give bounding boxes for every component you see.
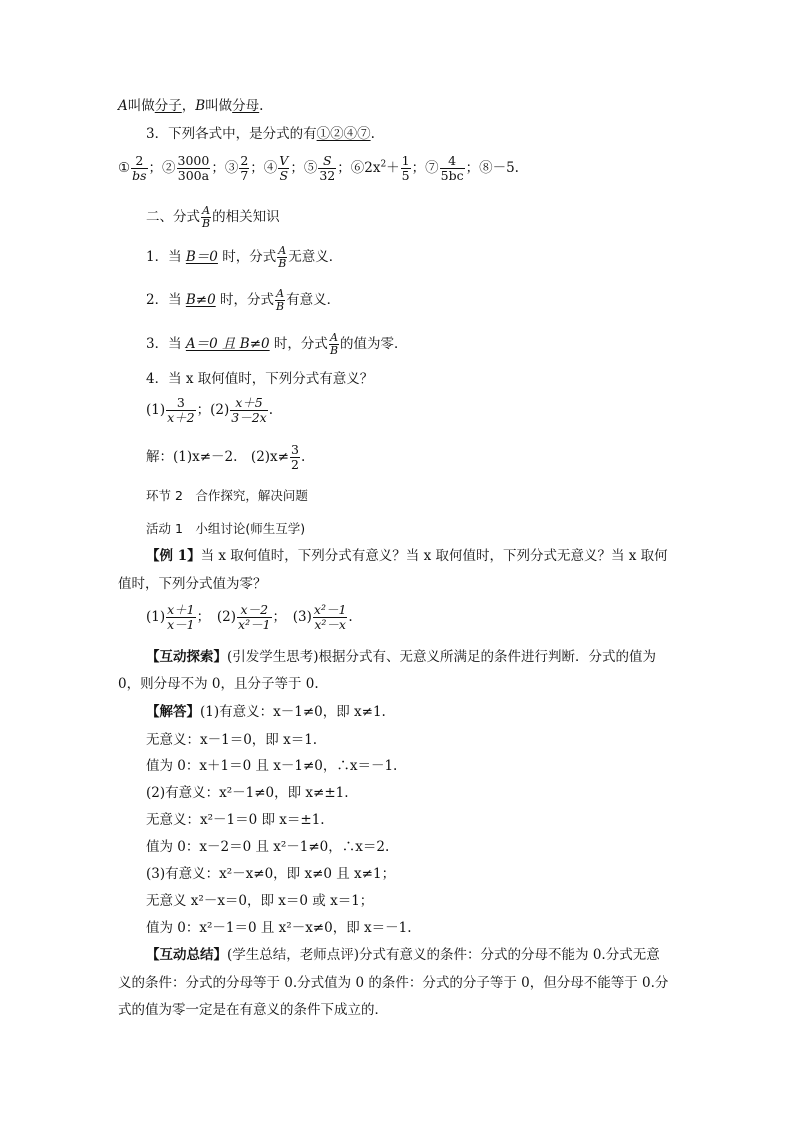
numerator: A — [202, 204, 211, 217]
definition-line — [118, 97, 263, 115]
fraction-a-over-b — [277, 245, 287, 270]
text: 时，分式 — [217, 249, 277, 265]
numerator: 2 — [131, 154, 147, 169]
answer: B＝0 — [185, 249, 218, 265]
heading-text: 环节 2 合作探究，解决问题 — [146, 488, 308, 503]
numerator: x－2 — [237, 603, 272, 618]
text: (3)有意义：x²－x≠0，即 x≠0 且 x≠1； — [146, 866, 396, 882]
text: 无意义：x－1＝0，即 x＝1. — [146, 732, 318, 748]
marker: ；⑥2x — [337, 160, 381, 176]
fraction-a-over-b — [329, 332, 339, 357]
denominator: B — [278, 257, 287, 270]
fraction-three-halves — [290, 443, 300, 472]
text: . — [370, 126, 375, 142]
marker: ；⑦ — [411, 160, 439, 176]
text: 无意义：x²－1＝0 即 x＝±1. — [146, 812, 325, 828]
text: (1) — [146, 609, 166, 625]
text: 1．当 — [146, 249, 186, 265]
text: ； (3) — [272, 609, 312, 625]
condition-2 — [146, 283, 340, 317]
exponent: 2 — [380, 159, 387, 170]
denominator: 3－2x — [231, 410, 267, 425]
numerator: V — [279, 153, 289, 168]
example-label: 【例 1】 — [146, 548, 201, 564]
text: 3．当 — [146, 336, 186, 352]
question-4 — [146, 370, 373, 388]
text: ； (2) — [196, 609, 237, 625]
question-4-expressions — [146, 393, 273, 427]
condition-1 — [146, 240, 342, 274]
denominator: bs — [132, 168, 147, 183]
denominator: 7 — [240, 168, 249, 183]
expression-list — [118, 151, 519, 185]
operator: ＋ — [386, 160, 400, 176]
text: 时，分式 — [215, 292, 275, 308]
fraction-1 — [131, 154, 147, 183]
fraction-7 — [440, 154, 465, 183]
numerator: x＋5 — [230, 396, 267, 411]
answer-line-5 — [146, 811, 325, 829]
letter-a: A — [118, 98, 128, 114]
fraction-6 — [401, 154, 411, 183]
text: (1)有意义：x－1≠0，即 x≠1. — [200, 704, 386, 720]
text: 当 x 取何值时，下列分式有意义？当 x 取何值时，下列分式无意义？当 x 取何 — [200, 548, 668, 564]
explore-line-1 — [146, 648, 656, 666]
denominator: S — [279, 168, 289, 183]
numerator: x²－1 — [313, 602, 347, 617]
marker: ；⑤ — [290, 160, 318, 176]
fraction-3 — [239, 154, 249, 183]
text: 有意义． — [286, 292, 341, 308]
stage-heading — [146, 487, 308, 505]
text: 2．当 — [146, 292, 186, 308]
numerator: x＋1 — [167, 602, 195, 617]
text: 叫做 — [127, 98, 155, 114]
numerator: S — [318, 154, 336, 169]
text: 的相关知识 — [212, 209, 280, 225]
answer-line-2 — [146, 731, 317, 749]
solution-4 — [146, 440, 305, 474]
text: 义的条件：分式的分母等于 0.分式值为 0 的条件：分式的分子等于 0，但分母不能等于 0.分 — [118, 975, 669, 991]
answer-line-6 — [146, 838, 389, 856]
marker: ① — [118, 160, 131, 176]
text: . — [259, 98, 264, 114]
condition-3 — [146, 327, 408, 361]
answer-line-3 — [146, 757, 397, 775]
summary-line-1 — [146, 946, 660, 964]
answer-fractions: ①②④⑦ — [316, 126, 371, 142]
answer-line-1 — [146, 703, 386, 721]
letter-b: B — [195, 98, 206, 114]
marker: ；③ — [211, 160, 239, 176]
denominator: x²－x — [314, 617, 346, 632]
text: 的值为零． — [340, 336, 408, 352]
answer-denominator: 分母 — [232, 98, 260, 114]
question-text: 3．下列各式中，是分式的有 — [146, 126, 317, 142]
answer-label: 【解答】 — [146, 704, 200, 720]
answer-line-8 — [146, 892, 373, 910]
example-1-line-1 — [146, 547, 668, 565]
numerator: 3 — [290, 442, 299, 457]
denominator: 32 — [319, 168, 336, 183]
fraction-4 — [278, 154, 289, 183]
text: 值时，下列分式值为零？ — [118, 576, 267, 592]
text: 无意义． — [288, 249, 343, 265]
summary-label: 【互动总结】 — [146, 947, 227, 963]
numerator: A — [276, 287, 285, 300]
text: (学生总结，老师点评)分式有意义的条件：分式的分母不能为 0.分式无意 — [227, 947, 660, 963]
text: . — [300, 449, 306, 465]
denominator: 300a — [177, 168, 210, 183]
question-text: 4．当 x 取何值时，下列分式有意义？ — [146, 371, 374, 387]
text: (引发学生思考)根据分式有、无意义所满足的条件进行判断．分式的值为 — [227, 649, 657, 665]
question-3 — [146, 125, 375, 143]
answer: B≠0 — [185, 292, 216, 308]
denominator: B — [276, 300, 285, 313]
answer-line-7 — [146, 865, 395, 883]
denominator: 5 — [401, 168, 410, 183]
fraction-2 — [177, 154, 211, 183]
section-heading — [146, 200, 280, 234]
numerator: A — [330, 331, 338, 344]
text: . — [268, 402, 274, 418]
fraction-a-over-b — [201, 205, 211, 230]
denominator: B — [329, 344, 339, 357]
summary-line-3 — [118, 1001, 388, 1019]
text: (2)有意义：x²－1≠0，即 x≠±1. — [146, 785, 349, 801]
numerator: 1 — [401, 153, 410, 168]
answer-numerator: 分子 — [154, 98, 182, 114]
text: ， — [181, 98, 196, 114]
fraction-5 — [318, 154, 336, 183]
fraction-ex-3 — [313, 603, 348, 632]
text: 二、分式 — [146, 209, 200, 225]
text: (1) — [146, 402, 166, 418]
text: 叫做 — [205, 98, 233, 114]
marker: ；④ — [250, 160, 278, 176]
denominator: x－1 — [167, 617, 195, 632]
denominator: 5bc — [440, 168, 464, 183]
activity-heading — [146, 520, 305, 538]
answer-line-9 — [146, 919, 412, 937]
numerator: 2 — [240, 153, 249, 168]
example-1-line-2 — [118, 575, 267, 593]
text: ；(2) — [196, 402, 230, 418]
explore-line-2 — [118, 675, 319, 693]
heading-text: 活动 1 小组讨论(师生互学) — [146, 521, 306, 536]
text: 无意义 x²－x＝0，即 x＝0 或 x＝1； — [146, 893, 374, 909]
explore-label: 【互动探索】 — [146, 649, 227, 665]
text: 值为 0：x＋1＝0 且 x－1≠0，∴x＝－1. — [146, 758, 398, 774]
denominator: x＋2 — [167, 410, 195, 425]
text: 式的值为零一定是在有意义的条件下成立的． — [118, 1002, 388, 1018]
marker: ；⑧－5. — [465, 160, 519, 176]
fraction-q4-2 — [230, 396, 267, 425]
text: . — [348, 609, 353, 625]
text: 值为 0：x²－1＝0 且 x²－x≠0，即 x＝－1. — [146, 920, 412, 936]
text: 值为 0：x－2＝0 且 x²－1≠0，∴x＝2. — [146, 839, 390, 855]
denominator: 2 — [290, 457, 299, 472]
denominator: B — [202, 217, 211, 230]
example-1-expressions — [146, 600, 353, 634]
fraction-q4-1 — [166, 396, 196, 425]
summary-line-2 — [118, 974, 668, 992]
text: 解：(1)x≠－2. (2)x≠ — [146, 449, 289, 465]
fraction-ex-1 — [166, 603, 196, 632]
text: 时，分式 — [269, 336, 328, 352]
marker: ；② — [148, 160, 176, 176]
fraction-a-over-b — [275, 288, 285, 313]
answer-line-4 — [146, 784, 349, 802]
numerator: 3000 — [177, 153, 210, 168]
numerator: 4 — [440, 154, 465, 169]
fraction-ex-2 — [237, 603, 272, 632]
numerator: 3 — [166, 396, 196, 411]
denominator: x²－1 — [238, 617, 271, 632]
text: 0，则分母不为 0，且分子等于 0. — [118, 676, 319, 692]
answer: A＝0 且 B≠0 — [185, 336, 270, 352]
numerator: A — [278, 244, 287, 257]
